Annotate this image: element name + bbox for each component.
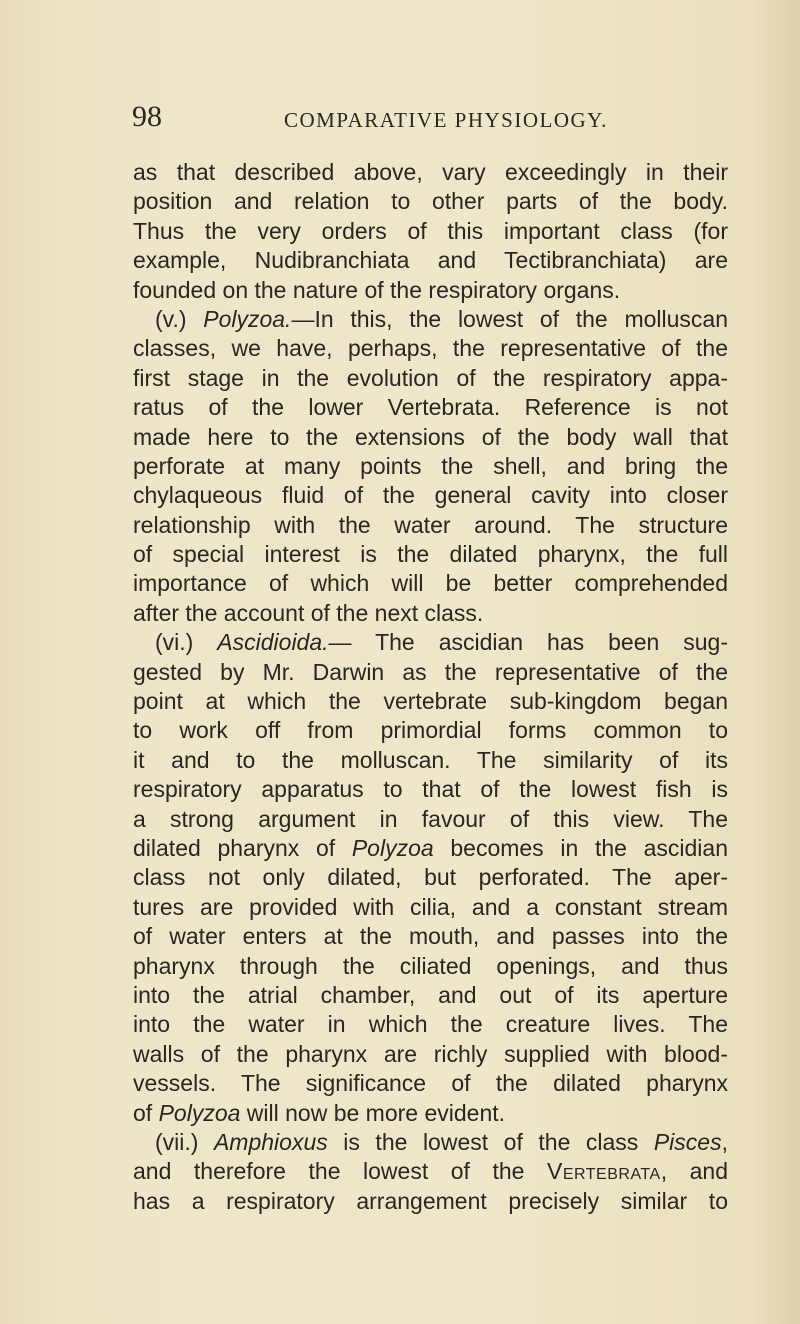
text-span: , bbox=[721, 1128, 728, 1155]
text-line: chylaqueous fluid of the general cavity into closer bbox=[133, 482, 728, 509]
text-line: relationship with the water around. The structure bbox=[133, 511, 728, 538]
text-line: walls of the pharynx are richly supplied with blood- bbox=[133, 1040, 728, 1067]
text-span: is the lowest of the class bbox=[327, 1128, 654, 1155]
text-line: classes, we have, perhaps, the representative of the bbox=[133, 335, 728, 362]
section-number: (v.) bbox=[155, 305, 204, 332]
text-line: example, Nudibranchiata and Tectibranchiata) are bbox=[133, 247, 728, 274]
taxon-name: Polyzoa bbox=[158, 1099, 241, 1126]
text-line: it and to the molluscan. The similarity of its bbox=[133, 746, 728, 773]
text-line: gested by Mr. Darwin as the representative of the bbox=[133, 658, 728, 685]
text-span: —In this, the lowest of the molluscan bbox=[291, 305, 728, 332]
text-line: vessels. The significance of the dilated pharynx bbox=[133, 1070, 728, 1097]
taxon-name: Polyzoa bbox=[351, 834, 434, 861]
body-text bbox=[133, 158, 728, 1216]
text-line: a strong argument in favour of this view. The bbox=[133, 805, 728, 832]
text-span: , and bbox=[660, 1158, 729, 1185]
text-span: of bbox=[133, 1099, 159, 1126]
text-line bbox=[133, 1128, 728, 1157]
text-line: made here to the extensions of the body wall that bbox=[133, 423, 728, 450]
text-line: of special interest is the dilated pharynx, the full bbox=[133, 541, 728, 568]
text-span: and therefore the lowest of the bbox=[133, 1158, 547, 1185]
text-line: to work off from primordial forms common to bbox=[133, 717, 728, 744]
text-span: — The ascidian has been sug- bbox=[328, 629, 728, 656]
text-line: ratus of the lower Vertebrata. Reference is not bbox=[133, 394, 728, 421]
text-line: pharynx through the ciliated openings, and thus bbox=[133, 952, 728, 979]
taxon-name: Vertebrata bbox=[547, 1158, 661, 1185]
text-line: founded on the nature of the respiratory organs. bbox=[133, 276, 621, 303]
text-line: Thus the very orders of this important class (for bbox=[133, 217, 728, 244]
text-line: perforate at many points the shell, and bring the bbox=[133, 452, 728, 479]
section-number: (vii.) bbox=[155, 1128, 214, 1155]
text-line: importance of which will be better comprehended bbox=[133, 570, 728, 597]
page-header bbox=[132, 100, 732, 138]
text-line: as that described above, vary exceedingly in their bbox=[133, 159, 728, 185]
text-line: point at which the vertebrate sub-kingdom began bbox=[133, 688, 728, 715]
taxon-name: Ascidioida. bbox=[217, 629, 329, 656]
page-number: 98 bbox=[132, 100, 162, 133]
text-line: has a respiratory arrangement precisely similar to bbox=[133, 1187, 728, 1214]
text-span: dilated pharynx of bbox=[133, 834, 352, 861]
text-line bbox=[133, 305, 728, 334]
text-line: of water enters at the mouth, and passes into the bbox=[133, 923, 728, 950]
running-head: COMPARATIVE PHYSIOLOGY. bbox=[284, 108, 608, 132]
text-line: into the atrial chamber, and out of its aperture bbox=[133, 981, 728, 1008]
text-line bbox=[133, 1099, 728, 1128]
taxon-name: Polyzoa. bbox=[203, 305, 292, 332]
text-line: class not only dilated, but perforated. The aper- bbox=[133, 864, 728, 891]
taxon-name: Pisces bbox=[653, 1128, 722, 1155]
text-line: respiratory apparatus to that of the lowest fish is bbox=[133, 776, 728, 803]
text-line: tures are provided with cilia, and a constant stream bbox=[133, 893, 728, 920]
section-number: (vi.) bbox=[155, 629, 218, 656]
text-span: becomes in the ascidian bbox=[433, 834, 728, 861]
taxon-name: Amphioxus bbox=[213, 1128, 328, 1155]
text-line: after the account of the next class. bbox=[133, 599, 484, 626]
text-line bbox=[133, 834, 728, 863]
text-line: first stage in the evolution of the respiratory appa- bbox=[133, 364, 728, 391]
text-line: position and relation to other parts of the body. bbox=[133, 188, 728, 215]
text-line: into the water in which the creature lives. The bbox=[133, 1011, 728, 1038]
text-line bbox=[133, 1157, 728, 1186]
text-span: will now be more evident. bbox=[240, 1099, 506, 1126]
text-line bbox=[133, 628, 728, 657]
